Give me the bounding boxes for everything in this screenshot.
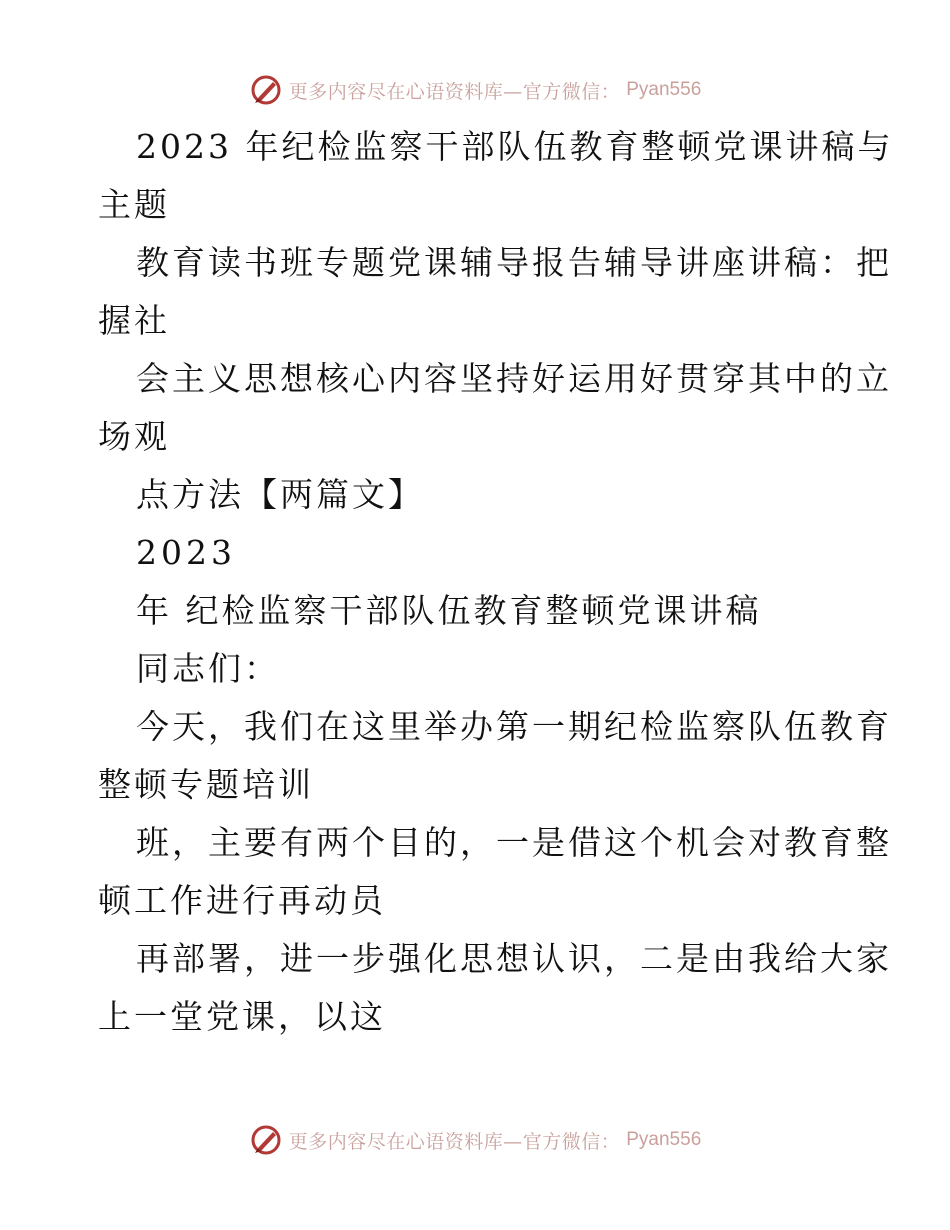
watermark-wechat-id: Pyan556 <box>626 1129 702 1150</box>
text-line: 今天，我们在这里举办第一期纪检监察队伍教育 <box>136 707 892 746</box>
text-line: 2023 <box>136 533 236 572</box>
footer-watermark <box>0 1120 950 1160</box>
watermark-wechat-id: Pyan556 <box>626 79 702 100</box>
text-line: 场观 <box>98 417 170 456</box>
text-line: 同志们： <box>136 649 280 688</box>
text-line: 年 纪检监察干部队伍教育整顿党课讲稿 <box>136 591 762 630</box>
text-line: 2023 年纪检监察干部队伍教育整顿党课讲稿与 <box>136 127 894 166</box>
text-line: 会主义思想核心内容坚持好运用好贯穿其中的立 <box>136 359 892 398</box>
text-line: 点方法【两篇文】 <box>136 475 424 514</box>
text-line: 教育读书班专题党课辅导报告辅导讲座讲稿：把 <box>136 243 892 282</box>
text-line: 班，主要有两个目的，一是借这个机会对教育整 <box>136 823 892 862</box>
header-watermark <box>0 70 950 110</box>
pen-seal-logo-icon <box>249 73 283 107</box>
text-line: 主题 <box>98 185 170 224</box>
text-line: 再部署，进一步强化思想认识，二是由我给大家 <box>136 939 892 978</box>
text-line: 上一堂党课，以这 <box>98 997 386 1036</box>
text-line: 握社 <box>98 301 170 340</box>
document-body <box>98 118 894 1046</box>
pen-seal-logo-icon <box>249 1123 283 1157</box>
watermark-text: 更多内容尽在心语资料库—官方微信： <box>288 1130 621 1153</box>
text-line: 顿工作进行再动员 <box>98 881 386 920</box>
text-line: 整顿专题培训 <box>98 765 314 804</box>
watermark-text: 更多内容尽在心语资料库—官方微信： <box>288 80 621 103</box>
